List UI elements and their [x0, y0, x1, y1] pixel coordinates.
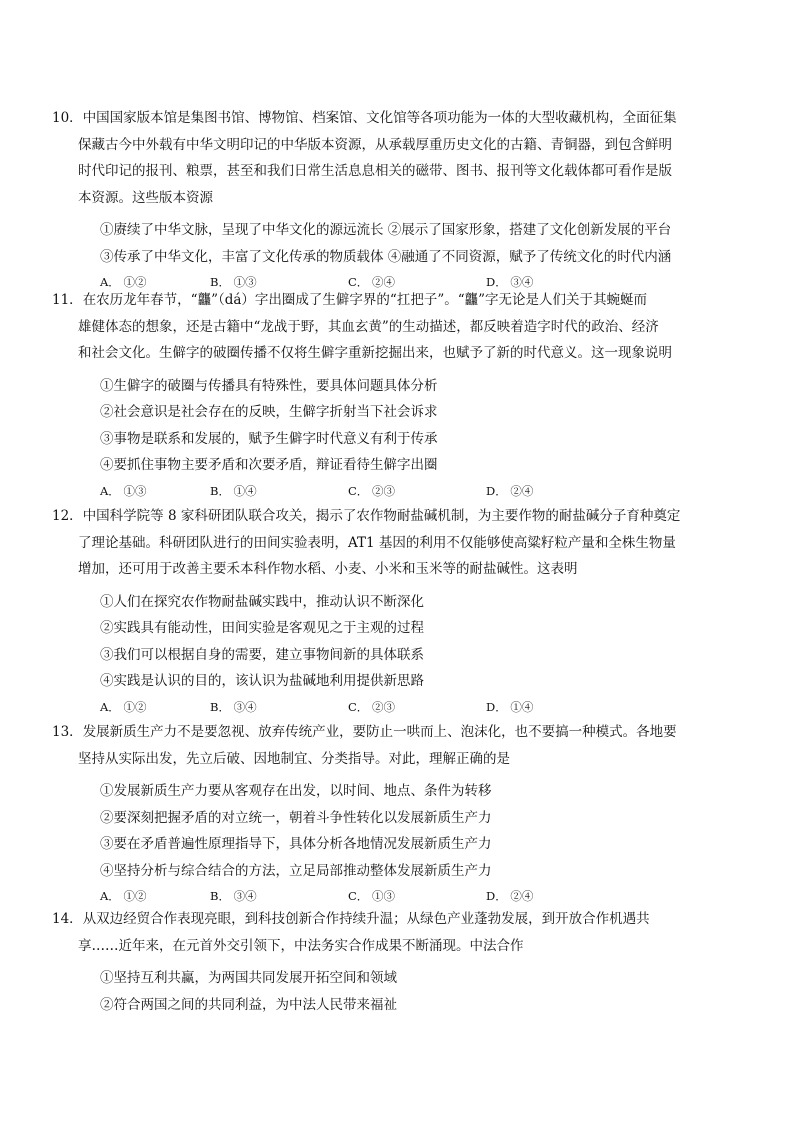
choice-c[interactable]: C． ②③ — [348, 699, 395, 714]
choice-c[interactable]: C． ②③ — [348, 483, 395, 498]
choice-c[interactable]: C． ②④ — [348, 275, 395, 289]
stem-line: 了理论基础。科研团队进行的田间实验表明，AT1 基因的利用不仅能够使高粱籽粒产量和全株生物量 — [78, 534, 676, 551]
question-13 — [52, 719, 718, 910]
question-number: 13． — [52, 724, 83, 740]
question-11 — [52, 287, 718, 505]
question-stem — [52, 503, 718, 583]
statement-option: ①人们在探究农作物耐盐碱实践中，推动认识不断深化 — [100, 593, 424, 610]
question-number: 12． — [52, 508, 83, 524]
stem-line: 和社会文化。生僻字的破圈传播不仅将生僻字重新挖掘出来，也赋予了新的时代意义。这一现象说明 — [78, 345, 672, 361]
question-12 — [52, 503, 718, 721]
statement-option: ④实践是认识的目的，该认识为盐碱地利用提供新思路 — [100, 673, 424, 689]
statement-option: ③要在矛盾普遍性原理指导下，具体分析各地情况发展新质生产力 — [100, 836, 492, 852]
answer-choices — [78, 479, 718, 505]
stem-line: 14．从双边经贸合作表现亮眼，到科技创新合作持续升温；从绿色产业蓬勃发展，到开放合作机遇共 — [52, 911, 650, 927]
statement-option: ③事物是联系和发展的，赋予生僻字时代意义有利于传承 — [100, 430, 438, 447]
question-stem — [52, 719, 718, 772]
stem-line: 13．发展新质生产力不是要忽视、放弃传统产业，要防止一哄而上、泡沫化，也不要搞一种模式。各地要 — [52, 724, 677, 740]
stem-line: 保藏古今中外载有中华文明印记的中华版本资源，从承载厚重历史文化的古籍、青铜器，到包含鲜明 — [78, 136, 672, 153]
question-number: 10． — [52, 110, 83, 126]
statement-option: ②实践具有能动性，田间实验是客观见之于主观的过程 — [100, 620, 424, 636]
question-14 — [52, 906, 718, 1018]
choice-b[interactable]: B． ③④ — [210, 889, 257, 903]
choice-b[interactable]: B． ①④ — [210, 483, 257, 498]
stem-line: 10．中国国家版本馆是集图书馆、博物馆、档案馆、文化馆等各项功能为一体的大型收藏机构，全面征集 — [52, 110, 677, 126]
stem-line: 雄健体态的想象，还是古籍中“龙战于野，其血玄黄”的生动描述，都反映着造字时代的政治、经济 — [78, 318, 659, 335]
stem-line: 坚持从实际出发，先立后破、因地制宜、分类指导。对此，理解正确的是 — [78, 750, 510, 767]
choice-d[interactable]: D． ②④ — [486, 889, 534, 903]
question-stem — [52, 287, 718, 367]
statement-option: ①坚持互利共赢，为两国共同发展开拓空间和领域 — [100, 970, 397, 986]
statement-option: ④要抓住事物主要矛盾和次要矛盾，辩证看待生僻字出圈 — [100, 457, 438, 473]
choice-d[interactable]: D． ②④ — [486, 483, 534, 498]
statement-option: ②社会意识是社会存在的反映，生僻字折射当下社会诉求 — [100, 404, 438, 420]
choice-b[interactable]: B． ③④ — [210, 699, 257, 714]
statement-option: ①赓续了中华文脉，呈现了中华文化的源远流长 ②展示了国家形象，搭建了文化创新发展的平台 — [100, 222, 672, 238]
statement-option: ③我们可以根据自身的需要，建立事物间新的具体联系 — [100, 646, 424, 663]
question-number: 11． — [52, 292, 83, 308]
statement-option: ①生僻字的破圈与传播具有特殊性，要具体问题具体分析 — [100, 377, 438, 394]
choice-c[interactable]: C． ①③ — [348, 889, 395, 903]
choice-d[interactable]: D． ③④ — [486, 275, 534, 289]
statement-option: ②要深刻把握矛盾的对立统一，朝着斗争性转化以发展新质生产力 — [100, 809, 492, 826]
question-stem — [52, 105, 718, 211]
stem-line: 时代印记的报刊、粮票，甚至和我们日常生活息息相关的磁带、图书、报刊等文化载体都可看作是版 — [78, 163, 672, 179]
choice-b[interactable]: B． ①③ — [210, 275, 257, 289]
choice-a[interactable]: A． ①② — [100, 275, 147, 289]
answer-choices — [78, 695, 718, 721]
choice-a[interactable]: A． ①③ — [100, 483, 147, 498]
statement-option: ③传承了中华文化，丰富了文化传承的物质载体 ④融通了不同资源，赋予了传统文化的时代内涵 — [100, 248, 672, 265]
statement-option: ④坚持分析与综合结合的方法，立足局部推动整体发展新质生产力 — [100, 862, 492, 879]
question-number: 14． — [52, 911, 83, 927]
stem-line: 享……近年来，在元首外交引领下，中法务实合作成果不断涌现。中法合作 — [78, 937, 524, 954]
choice-a[interactable]: A． ①② — [100, 889, 147, 903]
choice-a[interactable]: A． ①② — [100, 699, 147, 714]
stem-line: 增加，还可用于改善主要禾本科作物水稻、小麦、小米和玉米等的耐盐碱性。这表明 — [78, 561, 578, 577]
statement-option: ①发展新质生产力要从客观存在出发，以时间、地点、条件为转移 — [100, 783, 492, 799]
statement-option: ②符合两国之间的共同利益，为中法人民带来福祉 — [100, 996, 397, 1013]
stem-line: 本资源。这些版本资源 — [78, 189, 213, 206]
question-stem — [52, 906, 718, 959]
stem-line: 11．在农历龙年春节，“龘”（dá）字出圈成了生僻字界的“扛把子”。“龘”字无论是人们关于其蜿蜒而 — [52, 292, 648, 308]
question-10 — [52, 105, 718, 296]
choice-d[interactable]: D． ①④ — [486, 699, 534, 714]
stem-line: 12．中国科学院等 8 家科研团队联合攻关，揭示了农作物耐盐碱机制，为主要作物的耐盐碱分子育种奠定 — [52, 508, 681, 524]
